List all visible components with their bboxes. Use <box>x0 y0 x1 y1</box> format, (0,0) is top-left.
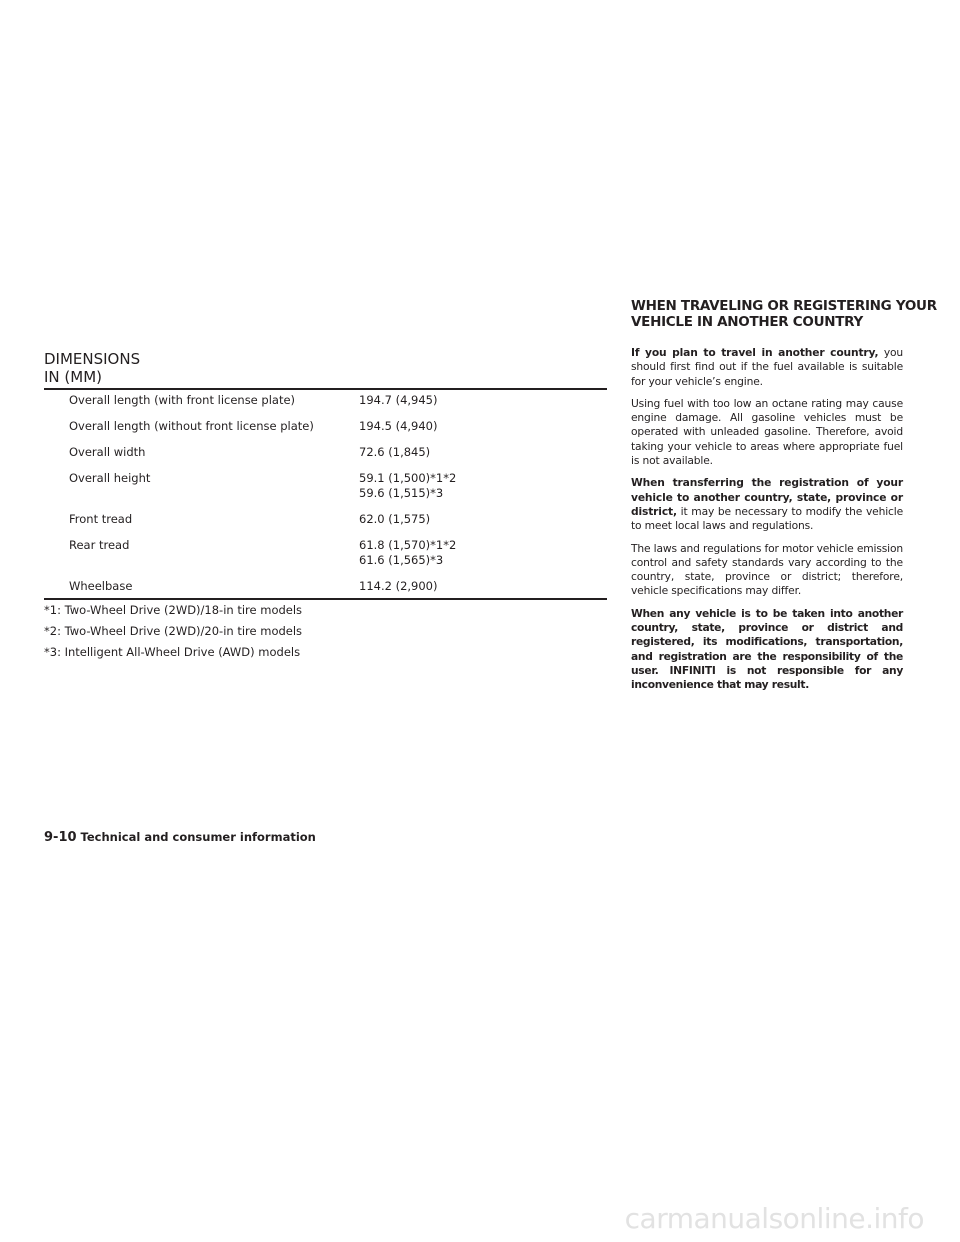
dimension-value <box>359 538 456 568</box>
dimension-value-line-2: 59.6 (1,515)*3 <box>359 486 444 500</box>
table-row <box>44 419 607 434</box>
footnote: *1: Two-Wheel Drive (2WD)/18-in tire models <box>44 603 303 617</box>
dimension-value-line: 114.2 (2,900) <box>359 579 438 593</box>
table-row <box>44 538 607 568</box>
dimension-value <box>359 393 437 408</box>
dimension-value <box>359 579 437 594</box>
dimension-value-line: 194.5 (4,940) <box>359 419 438 433</box>
travel-heading <box>631 298 937 330</box>
travel-heading-line1: WHEN TRAVELING OR REGISTERING YOUR <box>631 298 937 314</box>
dimension-value-line: 72.6 (1,845) <box>359 445 431 459</box>
paragraph-fuel-check <box>631 346 903 389</box>
paragraph-lead: If you plan to travel in another country, <box>631 346 879 359</box>
dimensions-table <box>44 390 607 598</box>
paragraph-registration <box>631 476 903 533</box>
paragraph-body: it may be necessary to modify the vehicle to meet local laws and regulations. <box>631 504 903 533</box>
dimension-value-line: 61.8 (1,570)*1*2 <box>359 538 457 552</box>
paragraph-regulations: The laws and regulations for motor vehicle emission control and safety standards vary according to the country, state, province or district; therefore, vehicle specifications may differ. <box>631 541 903 598</box>
dimension-label: Overall length (without front license plate) <box>69 419 314 433</box>
dimension-label: Overall length (with front license plate) <box>69 393 296 407</box>
dimension-label: Wheelbase <box>69 579 133 593</box>
paragraph-lead: When transferring the registration of your vehicle to another country, state, province or district, <box>631 476 903 518</box>
table-row <box>44 393 607 408</box>
dimension-value-line: 59.1 (1,500)*1*2 <box>359 471 457 485</box>
dimension-label: Overall height <box>69 471 151 485</box>
footnote: *3: Intelligent All-Wheel Drive (AWD) models <box>44 645 301 659</box>
table-row <box>44 579 607 594</box>
dimension-value-line: 62.0 (1,575) <box>359 512 431 526</box>
dimensions-section <box>44 350 607 666</box>
table-row <box>44 512 607 527</box>
paragraph-body: you should first find out if the fuel available is suitable for your vehicle’s engine. <box>631 346 904 388</box>
dimensions-heading-line2: IN (MM) <box>44 368 103 386</box>
travel-heading-line2: VEHICLE IN ANOTHER COUNTRY <box>631 314 863 330</box>
dimensions-heading <box>44 350 607 386</box>
section-title: Technical and consumer information <box>80 830 316 844</box>
travel-section <box>631 298 937 701</box>
dimension-label: Rear tread <box>69 538 130 552</box>
dimension-label: Front tread <box>69 512 133 526</box>
table-row <box>44 471 607 501</box>
dimension-value <box>359 512 430 527</box>
paragraph-octane: Using fuel with too low an octane rating may cause engine damage. All gasoline vehicles must be operated with unleaded gasoline. Therefore, avoid taking your vehicle to areas where appropriate fuel is not available. <box>631 396 903 468</box>
dimension-value-line-2: 61.6 (1,565)*3 <box>359 553 444 567</box>
page-footer <box>44 826 316 845</box>
dimension-value <box>359 471 456 501</box>
dimension-value-line: 194.7 (4,945) <box>359 393 438 407</box>
watermark: carmanualsonline.info <box>624 1202 924 1235</box>
page-number: 9-10 <box>44 830 77 845</box>
paragraph-responsibility: When any vehicle is to be taken into another country, state, province or district and registered, its modifications, transportation, and registration are the responsibility of the user. INFINITI is not responsible for any inconvenience that may result. <box>631 606 903 692</box>
dimension-value <box>359 445 430 460</box>
dimensions-heading-line1: DIMENSIONS <box>44 350 141 368</box>
dimension-value <box>359 419 437 434</box>
footnotes <box>44 603 607 660</box>
footnote: *2: Two-Wheel Drive (2WD)/20-in tire models <box>44 624 303 638</box>
dimension-label: Overall width <box>69 445 146 459</box>
table-bottom-rule <box>44 598 607 600</box>
table-row <box>44 445 607 460</box>
